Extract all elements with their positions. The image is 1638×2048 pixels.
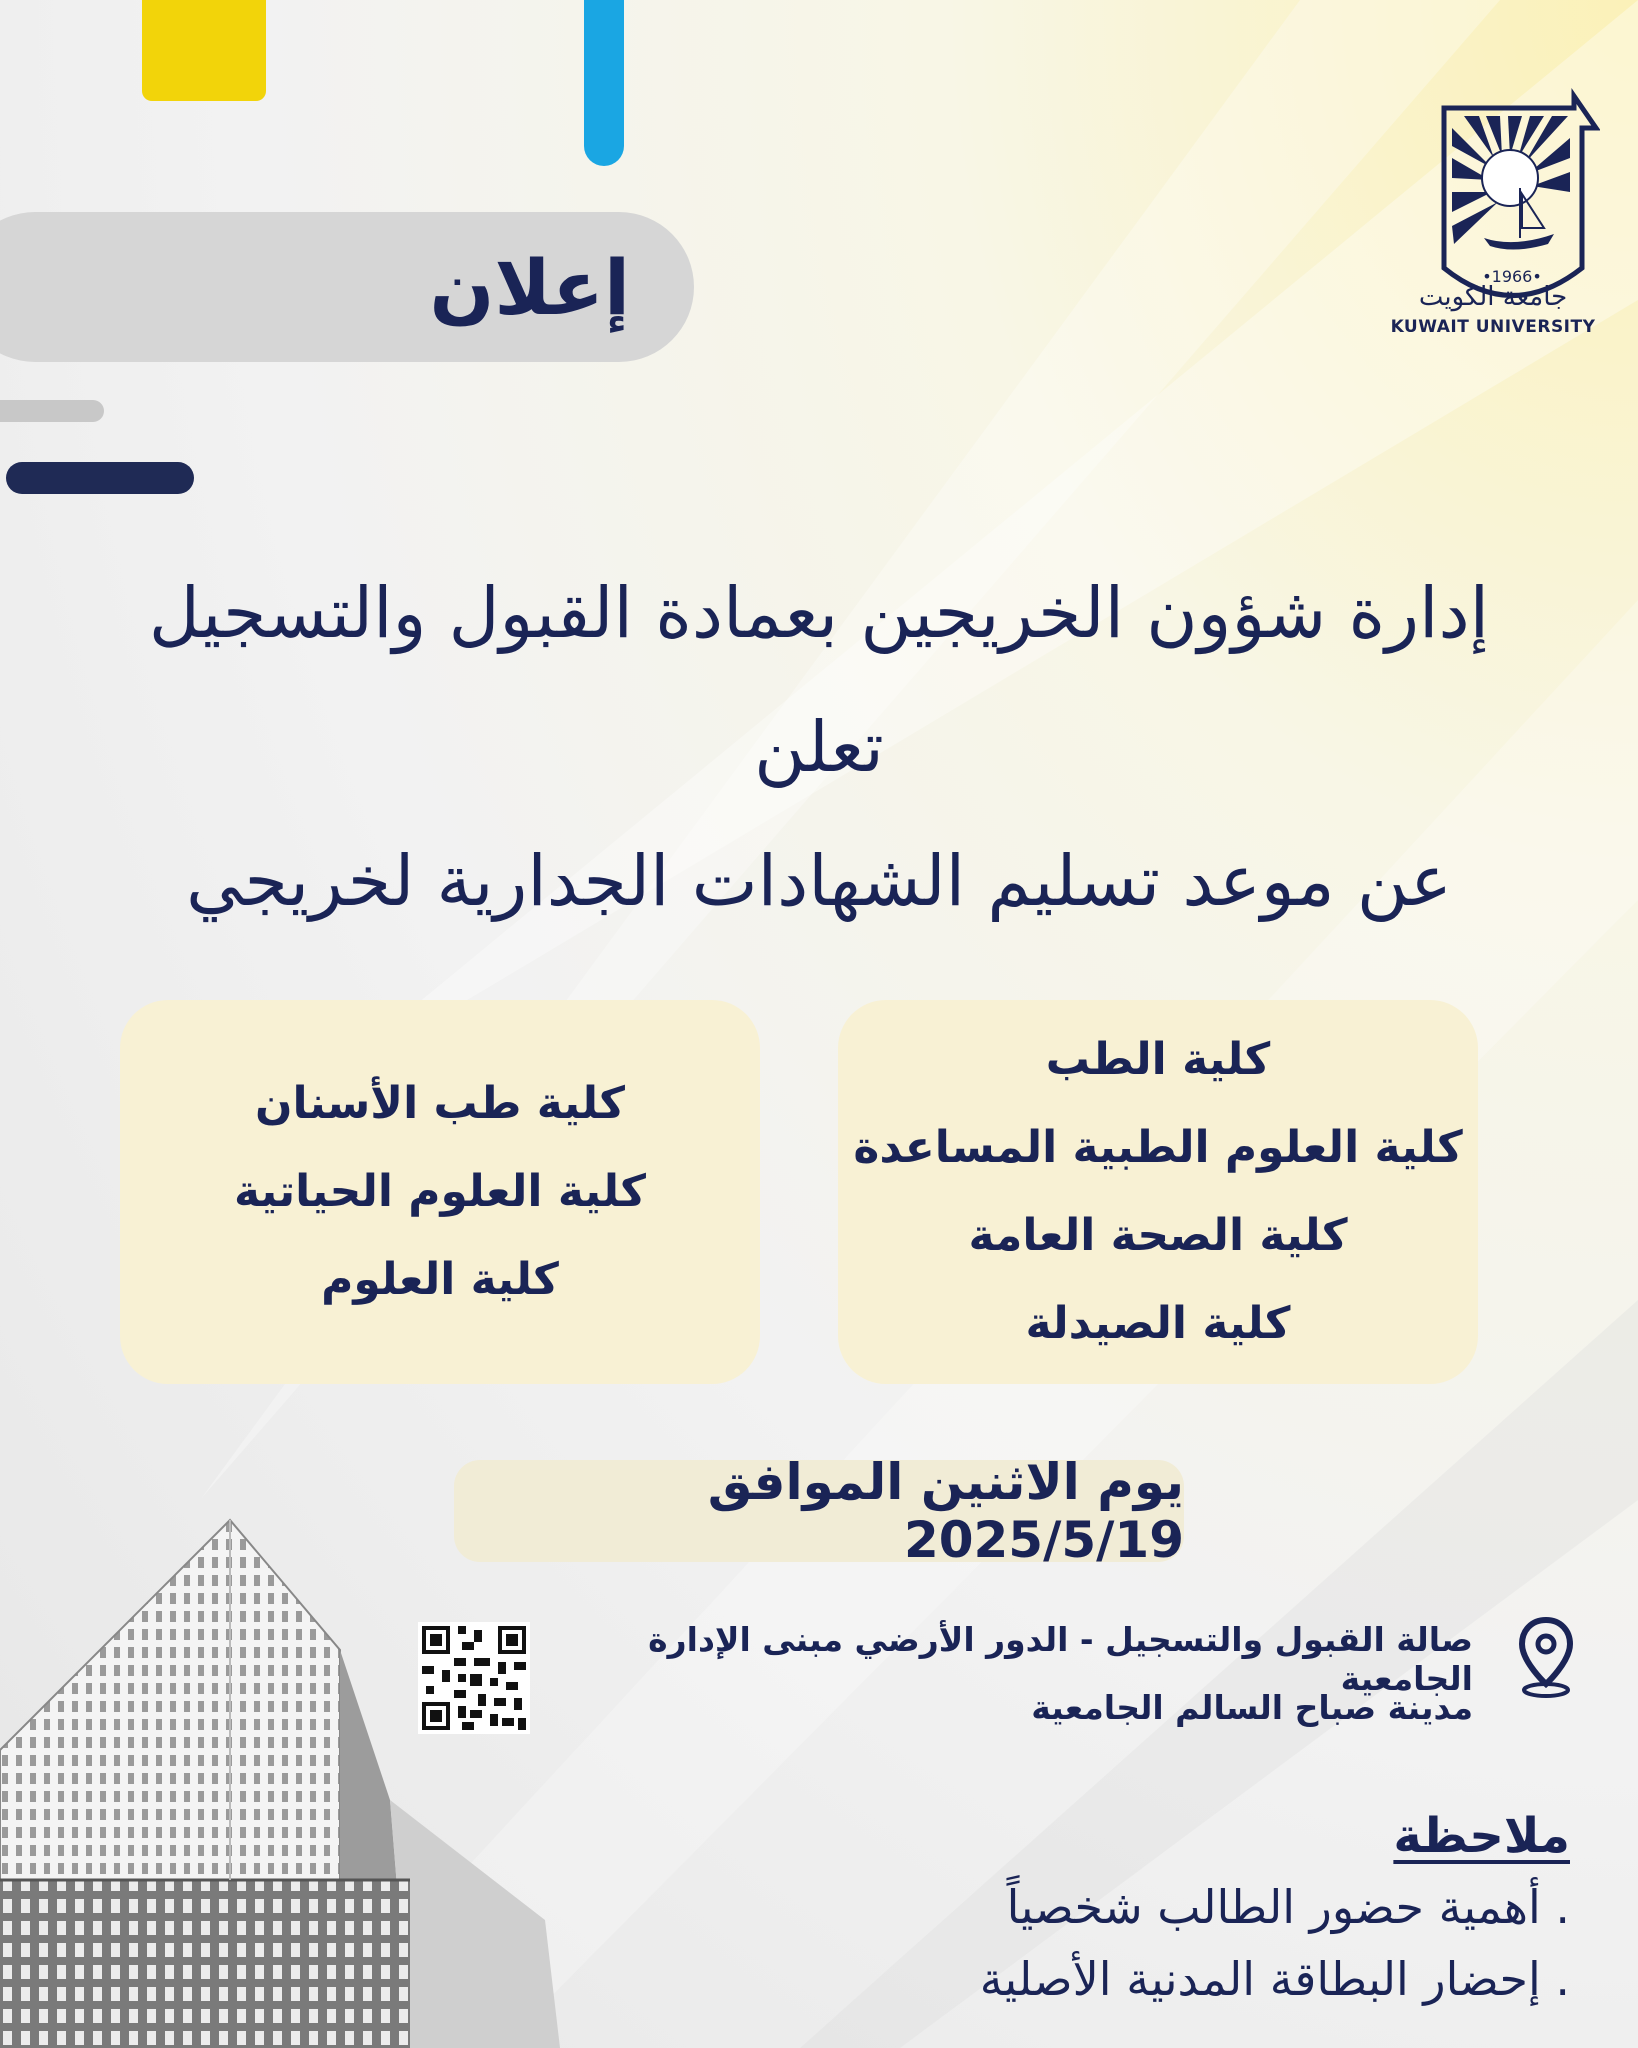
location-line-1: صالة القبول والتسجيل - الدور الأرضي مبنى الإدارة الجامعية — [648, 1620, 1473, 1698]
date-banner — [454, 1453, 1184, 1569]
college-item: كلية الصحة العامة — [968, 1210, 1348, 1261]
note-item: . إحضار البطاقة المدنية الأصلية — [979, 1952, 1570, 2006]
location-pin-icon — [1516, 1616, 1576, 1700]
blue-accent-bar — [584, 0, 624, 166]
logo-year: •1966• — [1482, 267, 1542, 286]
logo-arabic-name: جامعة الكويت — [1418, 282, 1568, 312]
college-item: كلية طب الأسنان — [255, 1078, 626, 1129]
college-item: كلية الصيدلة — [1025, 1298, 1291, 1349]
gray-divider — [0, 400, 104, 422]
college-item: كلية العلوم الطبية المساعدة — [853, 1122, 1463, 1173]
yellow-accent-block — [142, 0, 266, 101]
announcement-label: إعلان — [429, 242, 630, 332]
note-title: ملاحظة — [1393, 1808, 1570, 1864]
colleges-card-right — [838, 1000, 1478, 1384]
navy-divider — [6, 462, 194, 494]
college-item: كلية العلوم الحياتية — [233, 1166, 647, 1217]
note-item: . أهمية حضور الطالب شخصياً — [1006, 1880, 1570, 1934]
headline-line-2: تعلن — [754, 706, 884, 788]
college-item: كلية العلوم — [321, 1254, 559, 1305]
headline-line-1: إدارة شؤون الخريجين بعمادة القبول والتسجيل — [148, 572, 1490, 654]
colleges-card-left — [120, 1000, 760, 1384]
date-text: يوم الاثنين الموافق 2025/5/19 — [707, 1453, 1184, 1569]
announcement-badge — [0, 212, 694, 362]
building-illustration — [0, 1500, 560, 2048]
location-line-2: مدينة صباح السالم الجامعية — [1031, 1688, 1473, 1727]
headline-line-3: عن موعد تسليم الشهادات الجدارية لخريجي — [186, 840, 1452, 922]
college-item: كلية الطب — [1045, 1034, 1271, 1085]
logo-english-name: KUWAIT UNIVERSITY — [1390, 317, 1596, 337]
